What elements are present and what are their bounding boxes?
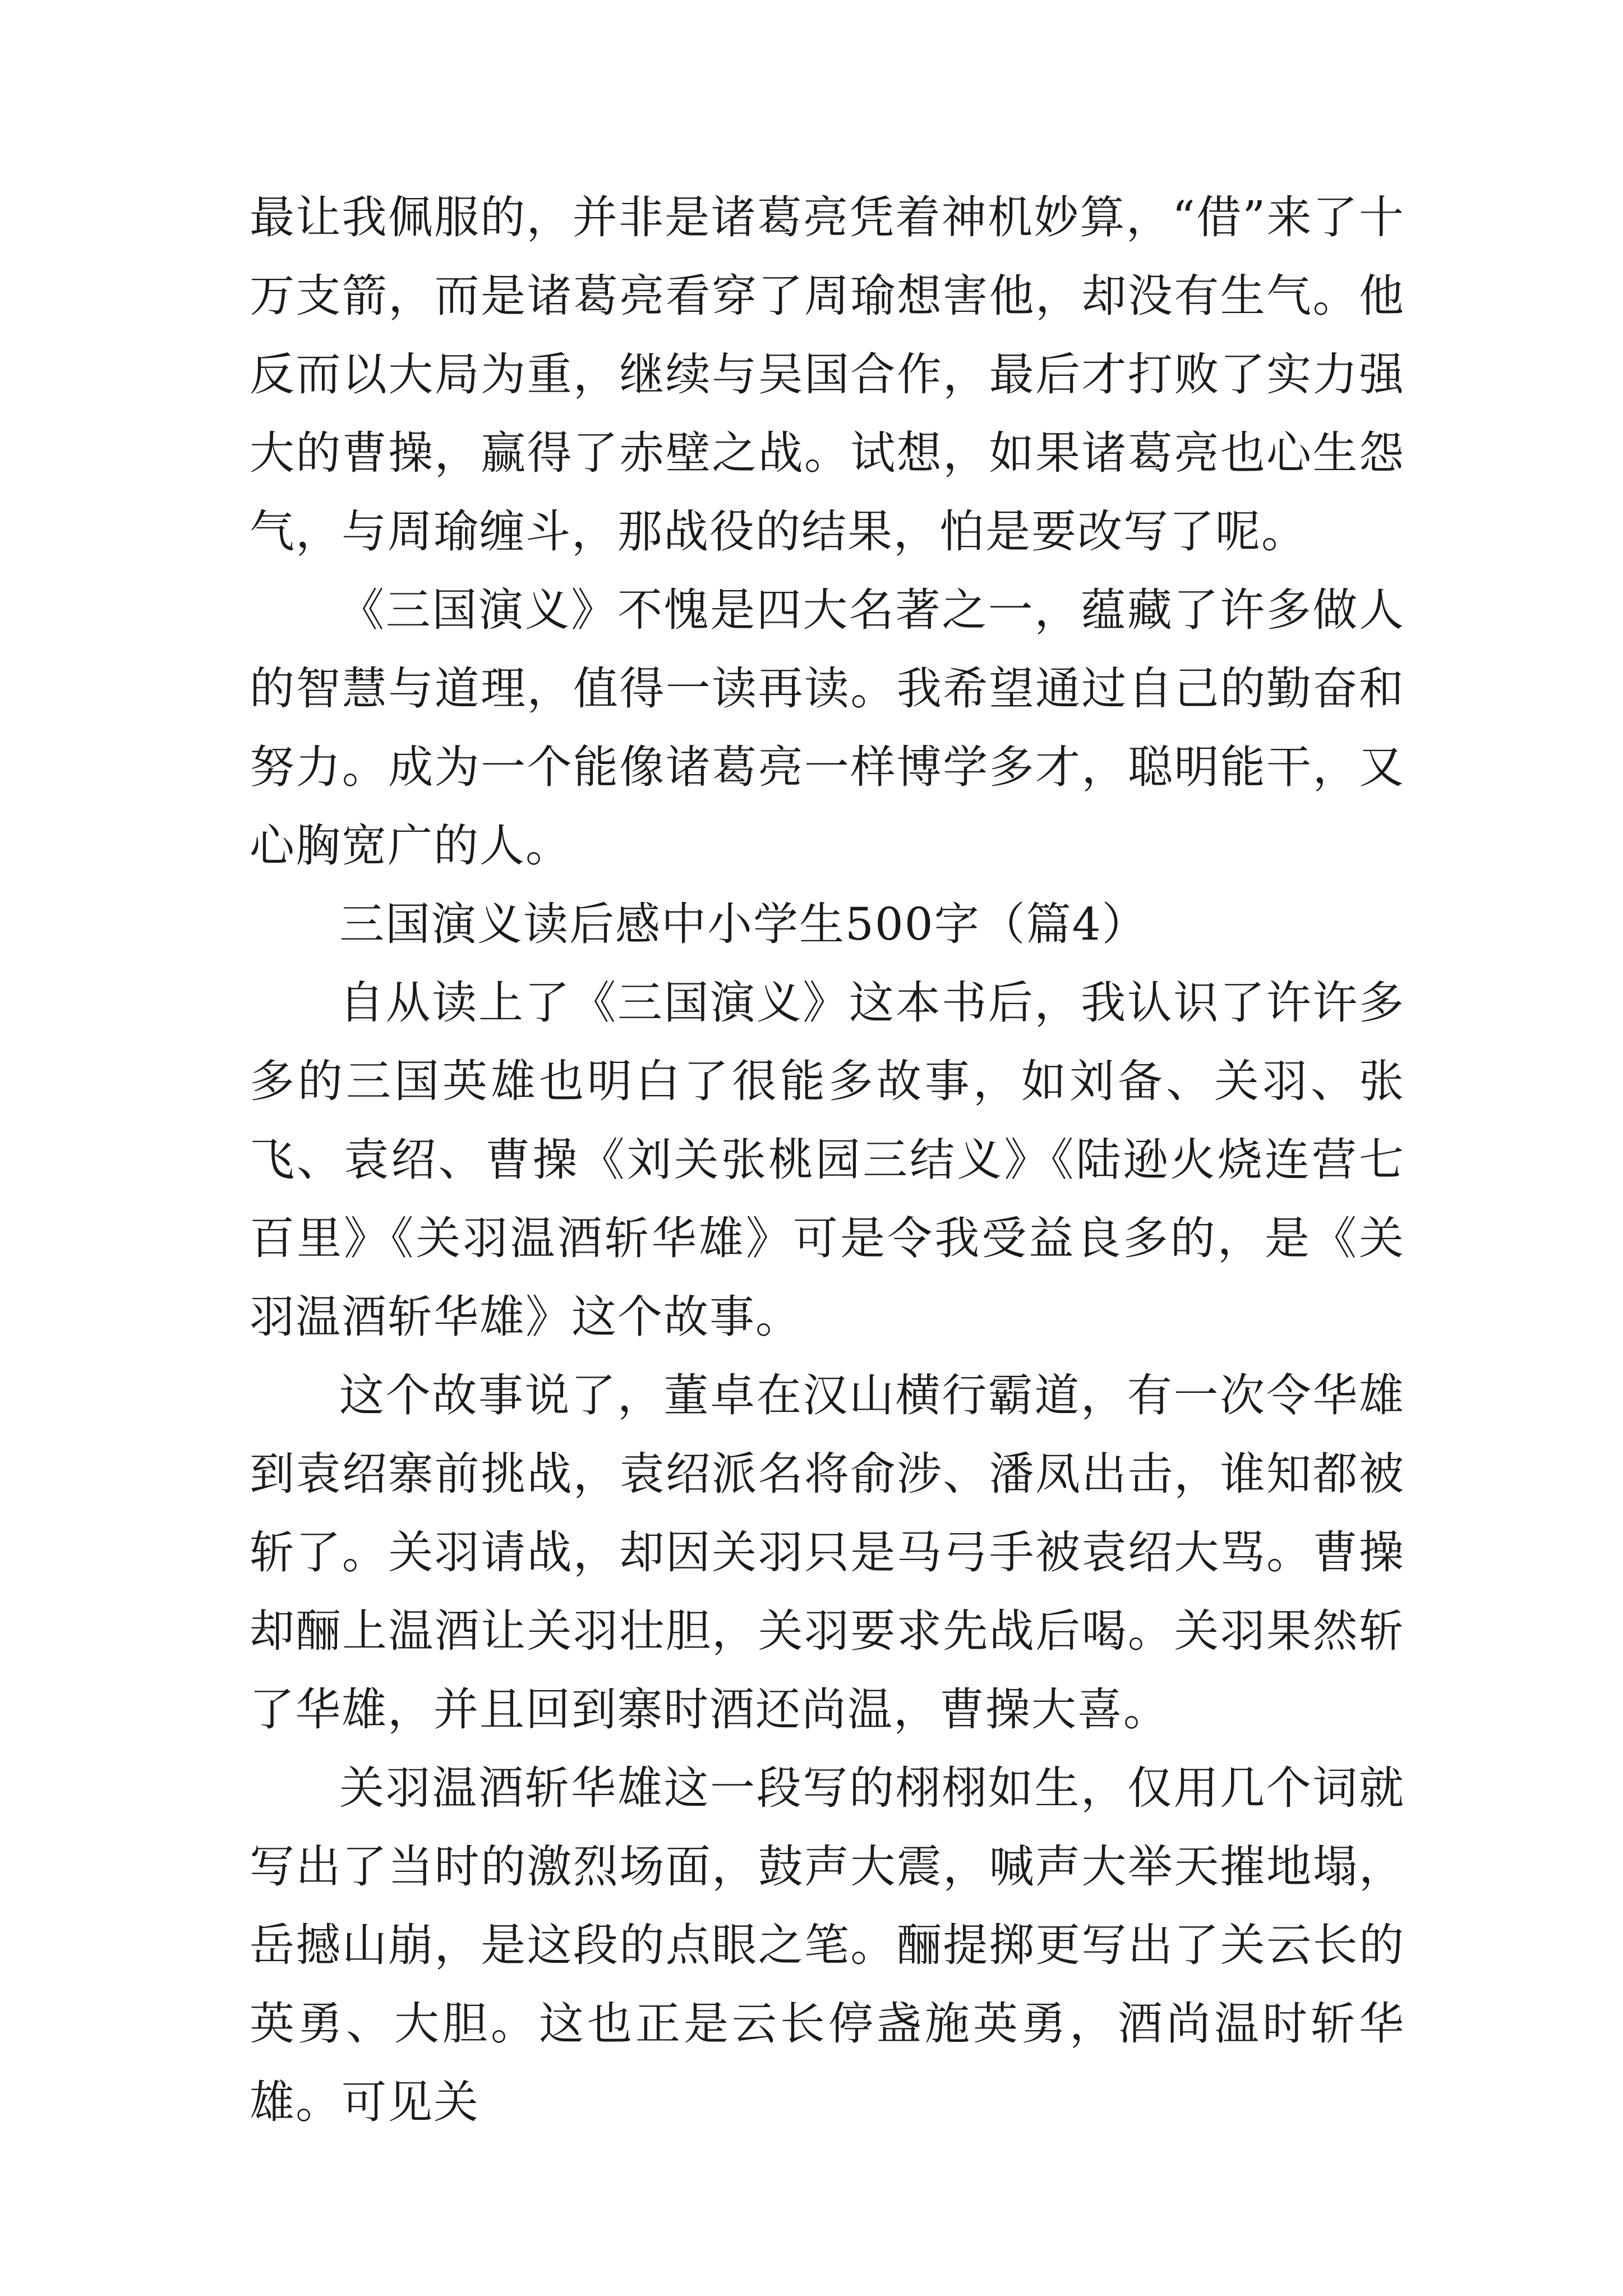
paragraph-intro: 自从读上了《三国演义》这本书后，我认识了许许多多的三国英雄也明白了很能多故事，如刘备、关羽、张飞、袁绍、曹操《刘关张桃园三结义》《陆逊火烧连营七百里》《关羽温酒斩华雄》可是令我受益良多的，是《关羽温酒斩华雄》这个故事。 (250, 977, 1405, 1343)
paragraph-zhuge-liang-tolerance: 最让我佩服的，并非是诸葛亮凭着神机妙算，“借”来了十万支箭，而是诸葛亮看穿了周瑜想害他，却没有生气。他反而以大局为重，继续与吴国合作，最后才打败了实力强大的曹操，赢得了赤壁之战。试想，如果诸葛亮也心生怨气，与周瑜缠斗，那战役的结果，怕是要改写了呢。 (250, 191, 1405, 558)
document-body (250, 178, 1405, 2142)
paragraph-story: 这个故事说了，董卓在汉山横行霸道，有一次令华雄到袁绍寨前挑战，袁绍派名将俞涉、潘凤出击，谁知都被斩了。关羽请战，却因关羽只是马弓手被袁绍大骂。曹操却酾上温酒让关羽壮胆，关羽要求先战后喝。关羽果然斩了华雄，并且回到寨时酒还尚温，曹操大喜。 (250, 1369, 1405, 1736)
section-heading: 三国演义读后感中小学生500字（篇4） (339, 898, 1148, 950)
paragraph-analysis: 关羽温酒斩华雄这一段写的栩栩如生，仅用几个词就写出了当时的激烈场面，鼓声大震，喊声大举天摧地塌，岳撼山崩，是这段的点眼之笔。酾提掷更写出了关云长的英勇、大胆。这也正是云长停盏施英勇，酒尚温时斩华雄。可见关 (250, 1762, 1405, 2128)
paragraph-conclusion: 《三国演义》不愧是四大名著之一，蕴藏了许多做人的智慧与道理，值得一读再读。我希望通过自己的勤奋和努力。成为一个能像诸葛亮一样博学多才，聪明能干，又心胸宽广的人。 (250, 584, 1405, 872)
